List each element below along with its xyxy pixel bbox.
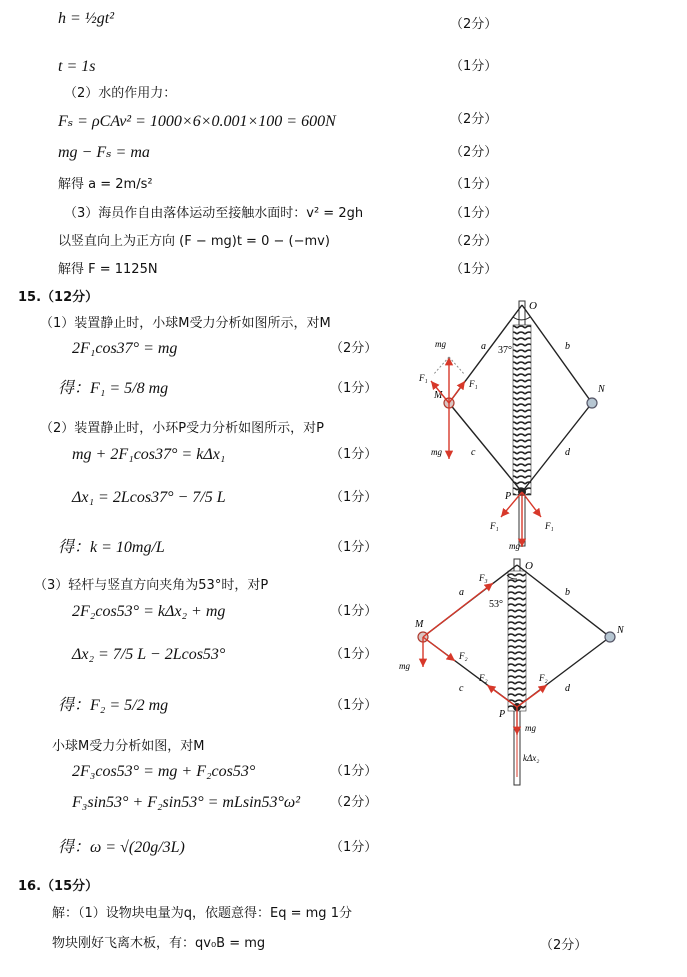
label-M: M — [434, 390, 443, 401]
label-O: O — [529, 300, 537, 312]
label-d: d — [565, 683, 570, 694]
eq-line-1: h = ½gt² — [58, 10, 115, 27]
label-mg-top: mg — [435, 339, 446, 349]
label-c: c — [459, 683, 464, 694]
eq-line-22: 2F₃cos53° = mg + F₂cos53° — [72, 763, 256, 780]
ball-N — [605, 632, 615, 642]
question-16-heading: 16.（15分） — [18, 879, 99, 894]
score-23: （2分） — [330, 795, 378, 810]
rod-c — [449, 403, 522, 492]
score-14: （1分） — [330, 447, 378, 462]
label-P: P — [499, 709, 506, 720]
eq-line-2: t = 1s — [58, 58, 96, 75]
label-kdx: kΔx₂ — [523, 753, 540, 763]
score-12: （1分） — [330, 381, 378, 396]
score-1: （2分） — [450, 17, 498, 32]
score-5: （2分） — [450, 145, 498, 160]
label-d: d — [565, 447, 570, 458]
angle-label: 37° — [498, 345, 512, 356]
label-F1-P-left: F₁ — [490, 521, 499, 531]
label-F2-M: F₂ — [459, 651, 468, 661]
eq-line-5: mg − Fₛ = ma — [58, 144, 150, 161]
text-line-10: （1）装置静止时，小球M受力分析如图所示，对M — [40, 316, 331, 331]
text-line-8: 以竖直向上为正方向 (F − mg)t = 0 − (−mv) — [58, 234, 330, 249]
spring — [508, 571, 526, 711]
force-F2-M — [423, 637, 455, 661]
label-mg-M: mg — [399, 661, 410, 671]
rod-b — [517, 565, 610, 637]
score-15: （1分） — [330, 490, 378, 505]
eq-line-18: 2F₂cos53° = kΔx₂ + mg — [72, 603, 226, 620]
eq-line-16: 得：k = 10mg/L — [58, 539, 165, 556]
text-line-3: （2）水的作用力： — [64, 86, 177, 101]
rod-b — [522, 305, 592, 403]
score-20: （1分） — [330, 698, 378, 713]
score-4: （2分） — [450, 112, 498, 127]
label-N: N — [617, 625, 624, 636]
text-line-6: 解得 a = 2m/s² — [58, 177, 153, 192]
label-F1-right: F₁ — [469, 379, 478, 389]
spring — [513, 325, 531, 495]
force-F3 — [423, 583, 493, 637]
label-a: a — [459, 587, 464, 598]
label-c: c — [471, 447, 476, 458]
label-N: N — [598, 384, 605, 395]
text-line-25: 解：（1）设物块电量为q，依题意得：Eq = mg 1分 — [52, 906, 352, 921]
score-7: （1分） — [450, 206, 498, 221]
eq-line-15: Δx₁ = 2Lcos37° − 7/5 L — [72, 489, 226, 506]
eq-line-19: Δx₂ = 7/5 L − 2Lcos53° — [72, 646, 226, 663]
eq-line-20: 得：F₂ = 5/2 mg — [58, 697, 169, 714]
label-F3: F₃ — [479, 573, 488, 583]
angle-label: 53° — [489, 599, 503, 610]
score-24: （1分） — [330, 840, 378, 855]
label-mg-P: mg — [525, 723, 536, 733]
eq-line-24: 得：ω = √(20g/3L) — [58, 839, 185, 856]
eq-line-11: 2F₁cos37° = mg — [72, 340, 178, 357]
label-P: P — [505, 491, 512, 502]
text-line-9: 解得 F = 1125N — [58, 262, 158, 277]
eq-line-14: mg + 2F₁cos37° = kΔx₁ — [72, 446, 226, 463]
score-9: （1分） — [450, 262, 498, 277]
label-b: b — [565, 587, 570, 598]
score-22: （1分） — [330, 764, 378, 779]
score-11: （2分） — [330, 341, 378, 356]
score-18: （1分） — [330, 604, 378, 619]
label-a: a — [481, 341, 486, 352]
eq-line-12: 得：F₁ = 5/8 mg — [58, 380, 169, 397]
label-F2-d: F₂ — [539, 673, 548, 683]
label-mg-bottom: mg — [509, 541, 520, 551]
score-19: （1分） — [330, 647, 378, 662]
text-line-13: （2）装置静止时，小环P受力分析如图所示，对P — [40, 421, 324, 436]
label-O: O — [525, 560, 533, 572]
text-line-7: （3）海员作自由落体运动至接触水面时：v² = 2gh — [64, 206, 364, 221]
label-F1-left: F₁ — [419, 373, 428, 383]
figure-2-diagram — [395, 555, 645, 795]
score-2: （1分） — [450, 59, 498, 74]
figure-1-diagram — [405, 295, 645, 555]
eq-line-4: Fₛ = ρCAv² = 1000×6×0.001×100 = 600N — [58, 113, 336, 130]
label-b: b — [565, 341, 570, 352]
label-F2-c: F₂ — [479, 673, 488, 683]
rod-d — [522, 403, 592, 492]
score-26: （2分） — [540, 938, 588, 953]
force-F1-right — [449, 381, 465, 403]
text-line-17: （3）轻杆与竖直方向夹角为53°时，对P — [34, 578, 269, 593]
text-line-26: 物块刚好飞离木板，有：qv₀B = mg — [52, 936, 266, 951]
score-16: （1分） — [330, 540, 378, 555]
label-mg-m: mg — [431, 447, 442, 457]
label-M: M — [415, 619, 424, 630]
text-line-21: 小球M受力分析如图，对M — [52, 739, 205, 754]
label-F1-P-right: F₁ — [545, 521, 554, 531]
eq-line-23: F₃sin53° + F₂sin53° = mLsin53°ω² — [72, 794, 301, 811]
ball-N — [587, 398, 597, 408]
score-6: （1分） — [450, 177, 498, 192]
score-8: （2分） — [450, 234, 498, 249]
question-15-heading: 15.（12分） — [18, 290, 99, 305]
